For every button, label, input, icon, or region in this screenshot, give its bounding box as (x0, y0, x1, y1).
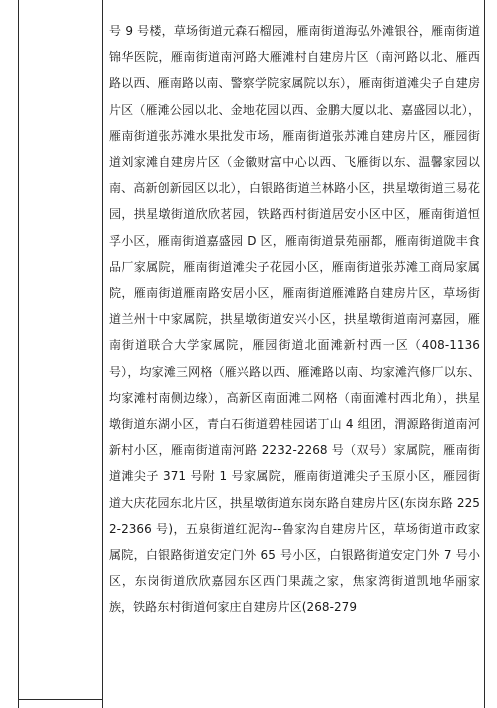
table-left-cell (19, 0, 103, 708)
table-bottom-border (18, 699, 103, 700)
document-table (18, 0, 485, 708)
area-list-text: 号 9 号楼，草场街道元森石榴园，雁南街道海弘外滩银谷，雁南街道锦华医院，雁南街道南河路大雁滩村自建房片区（南河路以北、雁西路以西、雁南路以南、警察学院家属院以东），雁南街道滩尖子自建房片区（雁滩公园以北、金地花园以西、金鹏大厦以北、嘉盛园以北），雁南街道张苏滩水果批发市场，雁南街道张苏滩自建房片区，雁园街道刘家滩自建房片区（金徽财富中心以西、飞雁街以东、温馨家园以南、高新创新园区以北），白银路街道兰林路小区，拱星墩街道三易花园，拱星墩街道欣欣茗园，铁路西村街道居安小区中区，雁南街道恒孚小区，雁南街道嘉盛园 D 区，雁南街道景苑丽都，雁南街道陇丰食品厂家属院，雁南街道滩尖子花园小区，雁南街道张苏滩工商局家属院，雁南街道雁南路安居小区，雁南街道雁滩路自建房片区，草场街道兰州十中家属院，拱星墩街道安兴小区，拱星墩街道南河嘉园，雁南街道联合大学家属院，雁园街道北面滩新村西一区（408-1136 号），均家滩三网格（雁兴路以西、雁滩路以南、均家滩汽修厂以东、均家滩村南侧边缘），高新区南面滩二网格（南面滩村西北角），拱星墩街道东湖小区，青白石街道碧桂园诺丁山 4 组团，渭源路街道南河新村小区，雁南街道南河路 2232-2268 号（双号）家属院，雁南街道滩尖子 371 号附 1 号家属院，雁南街道滩尖子玉原小区，雁园街道大庆花园东北片区，拱星墩街道东岗东路自建房片区(东岗东路 2252-2366 号)，五泉街道红泥沟--鲁家沟自建房片区，草场街道市政家属院，白银路街道安定门外 65 号小区，白银路街道安定门外 7 号小区，东岗街道欣欣嘉园东区西门果蔬之家，焦家湾街道凯地华丽家族，铁路东村街道何家庄自建房片区(268-279 (109, 24, 480, 615)
table-right-cell (103, 0, 484, 708)
